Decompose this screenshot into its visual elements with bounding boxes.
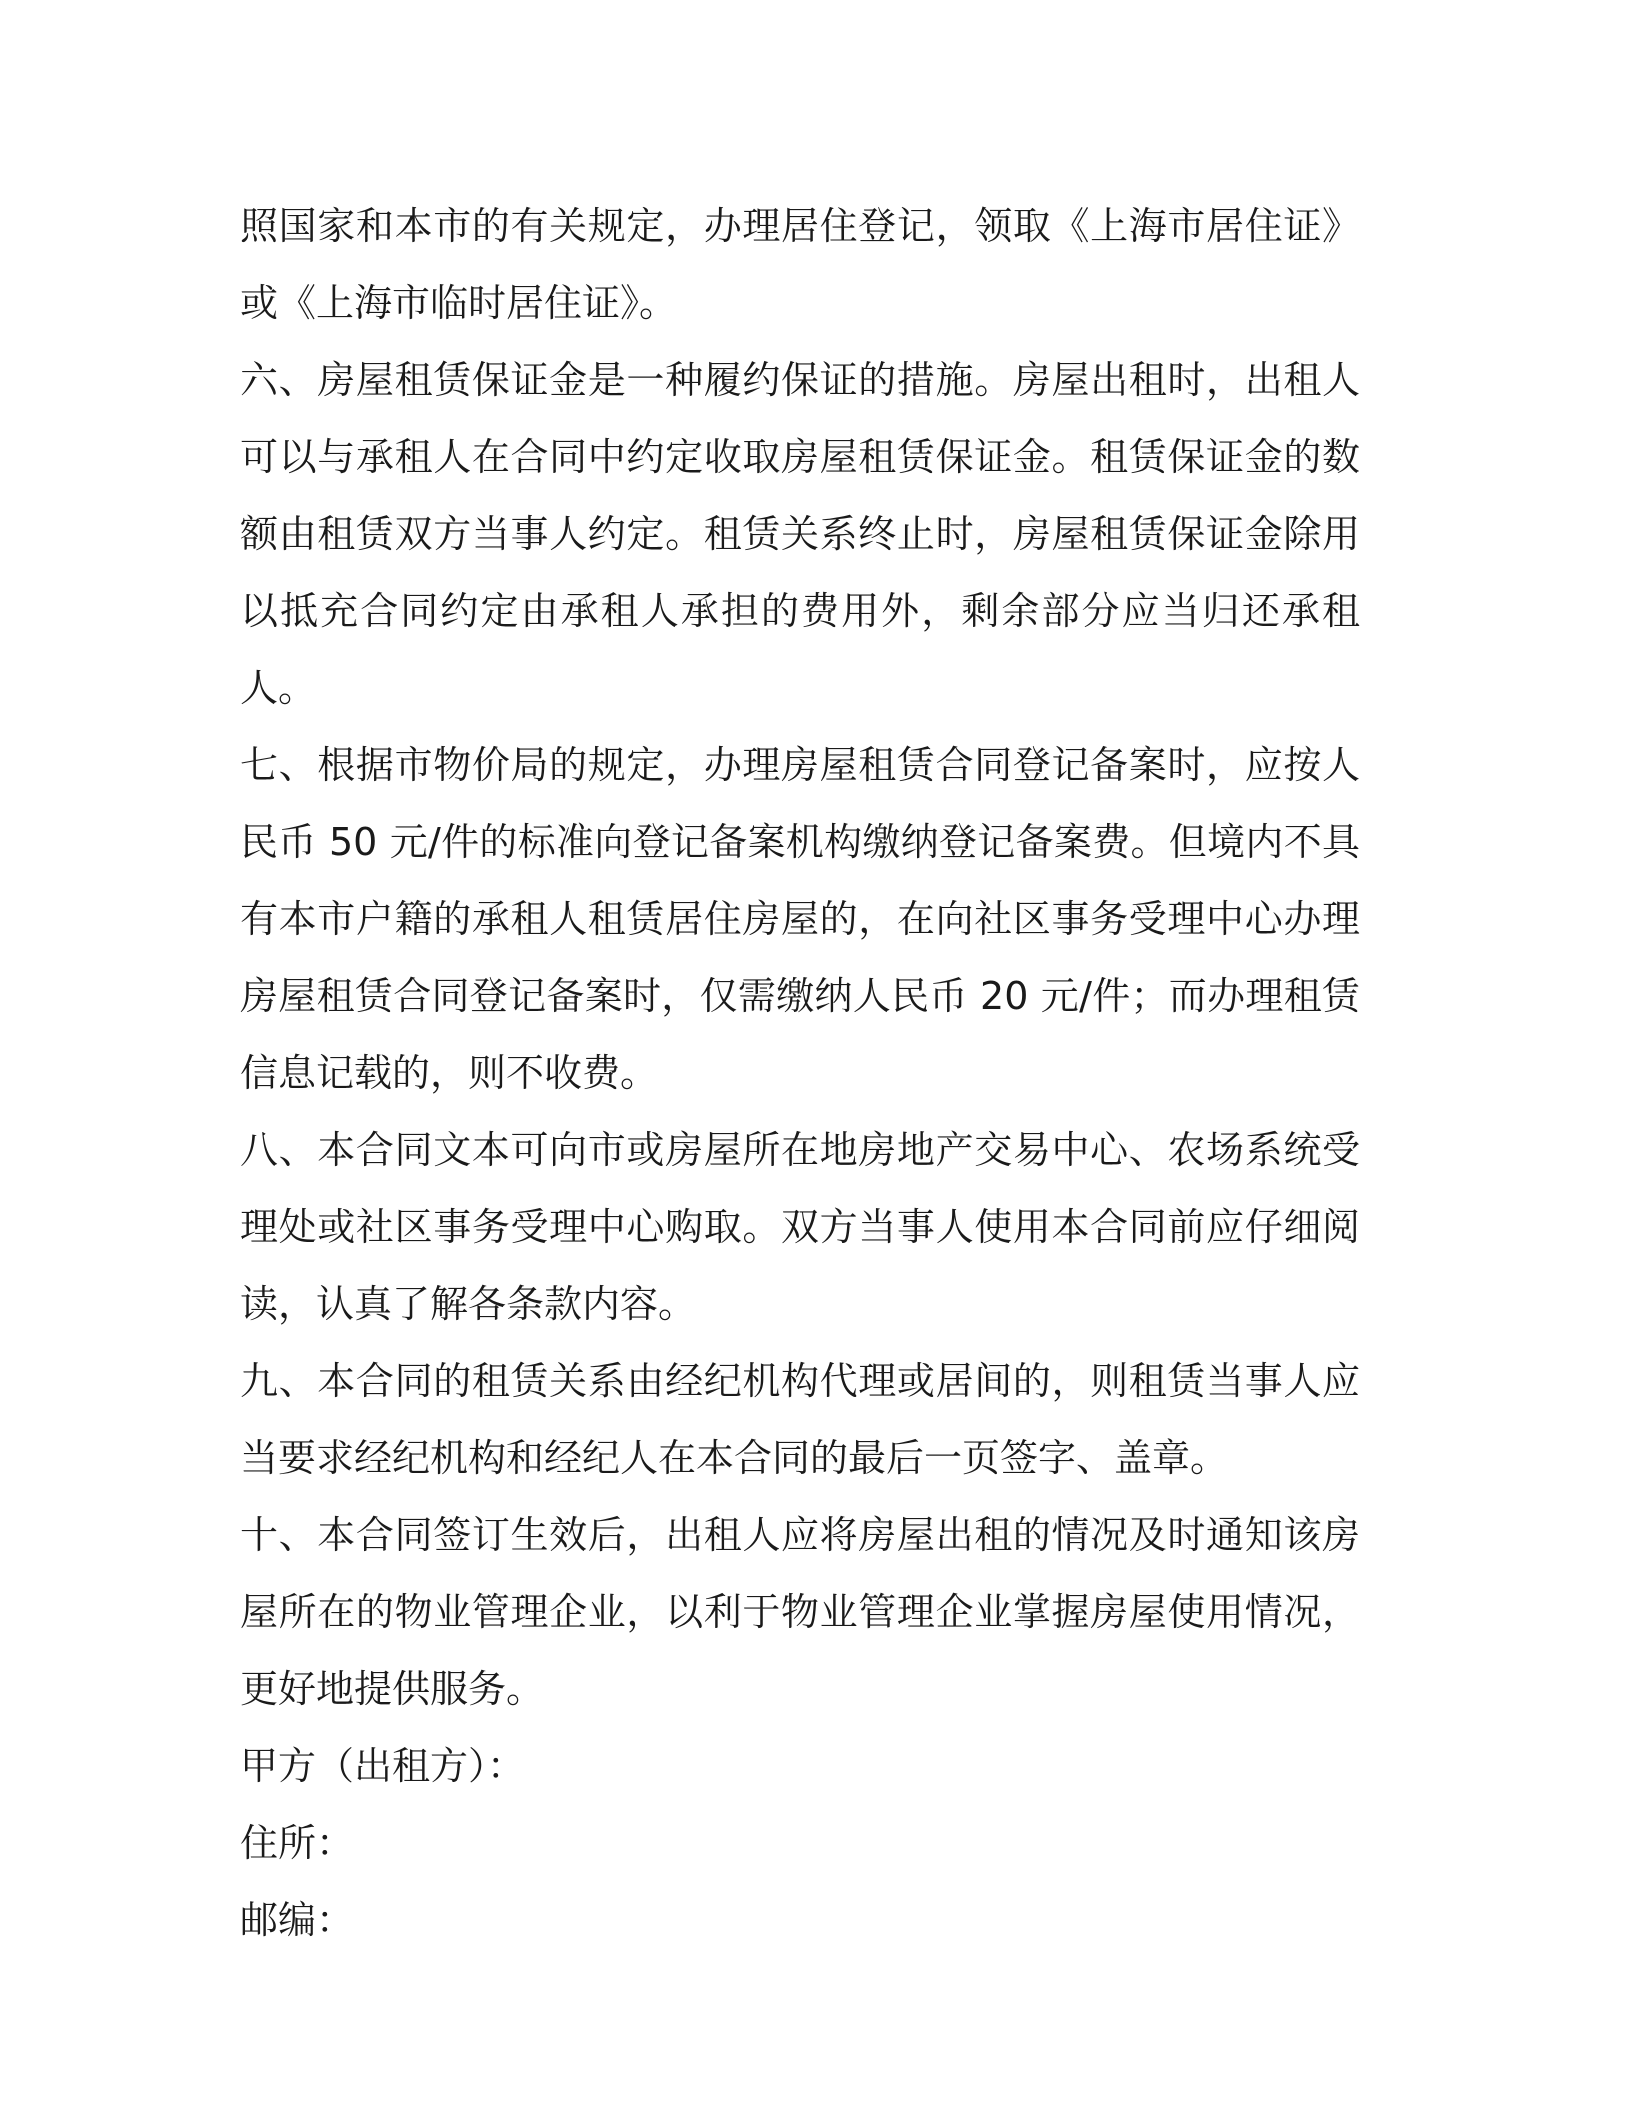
postcode-label: 邮编： [240, 1898, 355, 1942]
address-label: 住所： [240, 1821, 355, 1865]
paragraph-clause-7-registration-fee: 七、根据市物价局的规定，办理房屋租赁合同登记备案时，应按人民币 50 元/件的标准向登记备案机构缴纳登记备案费。但境内不具有本市户籍的承租人租赁居住房屋的，在向社区事务受理中心办理房屋租赁合同登记备案时，仅需缴纳人民币 20 元/件；而办理租赁信息记载的，则不收费。 [240, 743, 1360, 1095]
paragraph-clause-8-contract-purchase: 八、本合同文本可向市或房屋所在地房地产交易中心、农场系统受理处或社区事务受理中心购取。双方当事人使用本合同前应仔细阅读，认真了解各条款内容。 [240, 1128, 1360, 1326]
paragraph-clause-6-deposit: 六、房屋租赁保证金是一种履约保证的措施。房屋出租时，出租人可以与承租人在合同中约定收取房屋租赁保证金。租赁保证金的数额由租赁双方当事人约定。租赁关系终止时，房屋租赁保证金除用以抵充合同约定由承租人承担的费用外，剩余部分应当归还承租人。 [240, 358, 1360, 710]
paragraph-clause-10-property-notice: 十、本合同签订生效后，出租人应将房屋出租的情况及时通知该房屋所在的物业管理企业，以利于物业管理企业掌握房屋使用情况，更好地提供服务。 [240, 1513, 1360, 1711]
paragraph-residence-registration: 照国家和本市的有关规定，办理居住登记，领取《上海市居住证》或《上海市临时居住证》。 [240, 204, 1360, 325]
party-a-label: 甲方（出租方）： [240, 1744, 526, 1788]
document-body [240, 188, 1360, 1959]
paragraph-clause-9-agency-signature: 九、本合同的租赁关系由经纪机构代理或居间的，则租赁当事人应当要求经纪机构和经纪人在本合同的最后一页签字、盖章。 [240, 1359, 1360, 1480]
